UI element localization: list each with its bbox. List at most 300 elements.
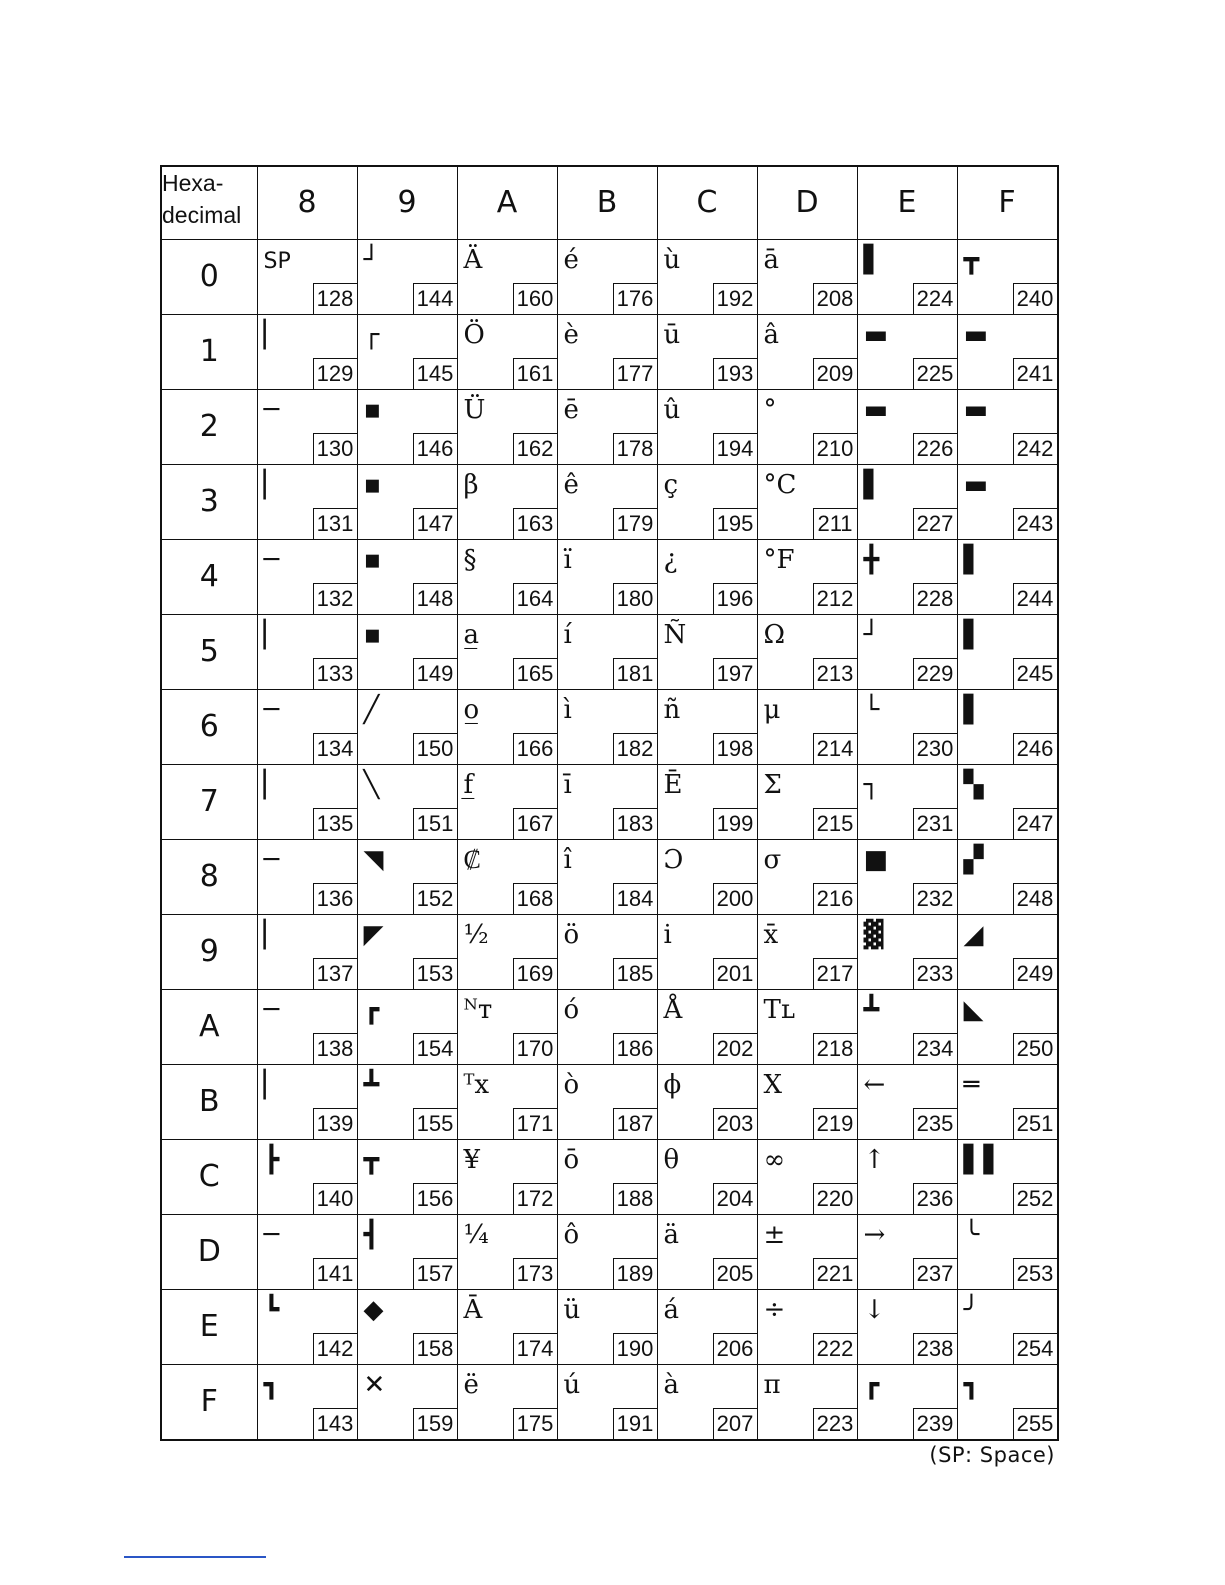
character-glyph: X: [763, 1069, 783, 1100]
decimal-code-box: 225: [913, 358, 957, 389]
character-cell: [457, 914, 557, 989]
decimal-code-box: 217: [813, 958, 857, 989]
character-glyph: o̲: [463, 694, 480, 725]
character-glyph: ū: [663, 319, 681, 350]
character-glyph: ¥: [463, 1144, 481, 1175]
character-glyph: ā: [763, 244, 780, 275]
character-cell: [557, 1289, 657, 1364]
table-row: [161, 389, 1058, 464]
character-glyph: ï: [563, 544, 572, 575]
character-glyph: ─: [263, 694, 280, 725]
character-glyph: ┘: [363, 244, 380, 275]
decimal-code-box: 128: [313, 283, 357, 314]
character-cell: [257, 314, 357, 389]
row-header: E: [161, 1289, 257, 1364]
character-glyph: ▌▌: [963, 1144, 1004, 1175]
decimal-code-box: 170: [513, 1033, 557, 1064]
character-cell: [357, 914, 457, 989]
decimal-code-box: 199: [713, 808, 757, 839]
row-header: 3: [161, 464, 257, 539]
character-cell: [957, 989, 1058, 1064]
character-cell: [457, 314, 557, 389]
table-row: [161, 764, 1058, 839]
decimal-code-box: 185: [613, 958, 657, 989]
character-glyph: Å: [663, 994, 683, 1025]
character-glyph: ñ: [663, 694, 681, 725]
decimal-code-box: 174: [513, 1333, 557, 1364]
decimal-code-box: 146: [413, 433, 457, 464]
decimal-code-box: 200: [713, 883, 757, 914]
table-row: [161, 464, 1058, 539]
underline-mark: [124, 1556, 266, 1558]
character-cell: [257, 614, 357, 689]
character-code-table: [160, 165, 1059, 1441]
character-glyph: è: [563, 319, 579, 350]
decimal-code-box: 252: [1013, 1183, 1057, 1214]
character-glyph: ▪: [363, 469, 382, 500]
character-cell: [757, 1289, 857, 1364]
character-glyph: ┻: [363, 1069, 380, 1100]
character-cell: [557, 914, 657, 989]
character-cell: [857, 1364, 957, 1440]
decimal-code-box: 189: [613, 1258, 657, 1289]
character-glyph: ▬: [963, 394, 989, 425]
character-glyph: ▌: [963, 694, 984, 725]
character-glyph: ╋: [863, 544, 880, 575]
character-glyph: ë: [463, 1369, 479, 1400]
row-header: B: [161, 1064, 257, 1139]
character-glyph: Ñ: [663, 619, 687, 650]
decimal-code-box: 181: [613, 658, 657, 689]
character-glyph: °: [763, 394, 777, 425]
row-header: 4: [161, 539, 257, 614]
character-glyph: ú: [563, 1369, 581, 1400]
character-glyph: ▪: [363, 394, 382, 425]
character-cell: [857, 839, 957, 914]
character-cell: [657, 764, 757, 839]
character-glyph: û: [663, 394, 681, 425]
character-cell: [457, 839, 557, 914]
character-glyph: ù: [663, 244, 681, 275]
character-cell: [857, 539, 957, 614]
decimal-code-box: 226: [913, 433, 957, 464]
decimal-code-box: 167: [513, 808, 557, 839]
character-cell: [257, 1139, 357, 1214]
character-glyph: SP: [263, 248, 291, 274]
decimal-code-box: 208: [813, 283, 857, 314]
decimal-code-box: 195: [713, 508, 757, 539]
decimal-code-box: 149: [413, 658, 457, 689]
character-glyph: Ä: [463, 244, 483, 275]
decimal-code-box: 218: [813, 1033, 857, 1064]
character-glyph: Ü: [463, 394, 486, 425]
decimal-code-box: 246: [1013, 733, 1057, 764]
decimal-code-box: 152: [413, 883, 457, 914]
decimal-code-box: 154: [413, 1033, 457, 1064]
decimal-code-box: 176: [613, 283, 657, 314]
table-row: [161, 1214, 1058, 1289]
row-header: 8: [161, 839, 257, 914]
character-cell: [457, 464, 557, 539]
decimal-code-box: 242: [1013, 433, 1057, 464]
character-glyph: a̲: [463, 619, 480, 650]
decimal-code-box: 220: [813, 1183, 857, 1214]
table-row: [161, 1064, 1058, 1139]
character-glyph: ◣: [963, 994, 984, 1025]
decimal-code-box: 150: [413, 733, 457, 764]
character-cell: [757, 464, 857, 539]
character-cell: [757, 314, 857, 389]
decimal-code-box: 158: [413, 1333, 457, 1364]
character-glyph: ╰: [963, 1219, 980, 1250]
character-glyph: Ɔ: [663, 844, 684, 875]
table-row: [161, 1364, 1058, 1440]
character-glyph: ó: [563, 994, 580, 1025]
character-cell: [757, 764, 857, 839]
decimal-code-box: 193: [713, 358, 757, 389]
character-glyph: x̄: [763, 919, 779, 950]
character-glyph: ↑: [863, 1144, 886, 1175]
character-glyph: ■: [863, 844, 889, 875]
character-glyph: ◆: [363, 1294, 384, 1325]
character-cell: [457, 1214, 557, 1289]
character-cell: [657, 689, 757, 764]
row-header: F: [161, 1364, 257, 1440]
character-cell: [657, 1139, 757, 1214]
table-row: [161, 839, 1058, 914]
character-cell: [257, 1289, 357, 1364]
decimal-code-box: 203: [713, 1108, 757, 1139]
decimal-code-box: 172: [513, 1183, 557, 1214]
decimal-code-box: 241: [1013, 358, 1057, 389]
character-cell: [957, 1214, 1058, 1289]
character-glyph: ┳: [963, 244, 980, 275]
character-cell: [357, 689, 457, 764]
character-cell: [557, 614, 657, 689]
table-row: [161, 614, 1058, 689]
character-cell: [657, 614, 757, 689]
character-glyph: ▪: [363, 619, 382, 650]
decimal-code-box: 169: [513, 958, 557, 989]
character-cell: [957, 539, 1058, 614]
character-glyph: ÷: [763, 1294, 786, 1325]
character-glyph: ç: [663, 469, 679, 500]
decimal-code-box: 142: [313, 1333, 357, 1364]
character-glyph: θ: [663, 1144, 680, 1175]
decimal-code-box: 134: [313, 733, 357, 764]
character-cell: [957, 389, 1058, 464]
decimal-code-box: 215: [813, 808, 857, 839]
character-cell: [257, 1364, 357, 1440]
character-cell: [557, 989, 657, 1064]
decimal-code-box: 131: [313, 508, 357, 539]
decimal-code-box: 232: [913, 883, 957, 914]
character-glyph: ┓: [963, 1369, 980, 1400]
decimal-code-box: 148: [413, 583, 457, 614]
character-cell: [457, 1289, 557, 1364]
character-cell: [957, 914, 1058, 989]
character-glyph: à: [663, 1369, 680, 1400]
character-glyph: ◢: [963, 919, 984, 950]
character-glyph: °F: [763, 544, 795, 575]
character-cell: [757, 614, 857, 689]
character-cell: [357, 1289, 457, 1364]
character-glyph: â: [763, 319, 780, 350]
character-glyph: ↓: [863, 1294, 886, 1325]
character-glyph: ┻: [863, 994, 880, 1025]
character-cell: [257, 239, 357, 314]
table-row: [161, 314, 1058, 389]
character-glyph: ¼: [463, 1219, 489, 1250]
decimal-code-box: 183: [613, 808, 657, 839]
decimal-code-box: 222: [813, 1333, 857, 1364]
character-cell: [257, 539, 357, 614]
decimal-code-box: 229: [913, 658, 957, 689]
column-header: 8: [257, 166, 357, 239]
character-cell: [757, 389, 857, 464]
decimal-code-box: 237: [913, 1258, 957, 1289]
decimal-code-box: 140: [313, 1183, 357, 1214]
character-cell: [657, 839, 757, 914]
character-cell: [757, 239, 857, 314]
decimal-code-box: 253: [1013, 1258, 1057, 1289]
character-cell: [657, 464, 757, 539]
character-cell: [357, 239, 457, 314]
character-glyph: Ē: [663, 769, 683, 800]
decimal-code-box: 171: [513, 1108, 557, 1139]
decimal-code-box: 133: [313, 658, 357, 689]
column-header: E: [857, 166, 957, 239]
decimal-code-box: 223: [813, 1408, 857, 1439]
decimal-code-box: 248: [1013, 883, 1057, 914]
decimal-code-box: 202: [713, 1033, 757, 1064]
decimal-code-box: 137: [313, 958, 357, 989]
character-cell: [457, 1064, 557, 1139]
character-cell: [557, 1064, 657, 1139]
character-glyph: ▬: [863, 319, 889, 350]
column-header: D: [757, 166, 857, 239]
footnote: (SP: Space): [929, 1443, 1055, 1467]
decimal-code-box: 190: [613, 1333, 657, 1364]
character-glyph: ╱: [363, 694, 380, 725]
table-row: [161, 989, 1058, 1064]
decimal-code-box: 236: [913, 1183, 957, 1214]
character-cell: [957, 614, 1058, 689]
character-cell: [857, 314, 957, 389]
decimal-code-box: 147: [413, 508, 457, 539]
character-glyph: ü: [563, 1294, 581, 1325]
decimal-code-box: 197: [713, 658, 757, 689]
decimal-code-box: 213: [813, 658, 857, 689]
decimal-code-box: 216: [813, 883, 857, 914]
character-glyph: ─: [263, 544, 280, 575]
character-cell: [957, 239, 1058, 314]
character-cell: [757, 989, 857, 1064]
decimal-code-box: 184: [613, 883, 657, 914]
character-glyph: ─: [263, 994, 280, 1025]
decimal-code-box: 153: [413, 958, 457, 989]
corner-label-line1: Hexa-: [162, 170, 224, 196]
table-row: [161, 539, 1058, 614]
decimal-code-box: 244: [1013, 583, 1057, 614]
character-glyph: ◤: [363, 919, 384, 950]
character-glyph: ─: [263, 394, 280, 425]
decimal-code-box: 166: [513, 733, 557, 764]
character-glyph: ▚: [963, 769, 984, 800]
character-cell: [857, 989, 957, 1064]
character-cell: [857, 614, 957, 689]
character-glyph: ▌: [963, 544, 984, 575]
character-glyph: ô: [563, 1219, 580, 1250]
character-glyph: ä: [663, 1219, 680, 1250]
character-cell: [857, 689, 957, 764]
character-glyph: ┏: [363, 994, 380, 1025]
character-glyph: ┏: [863, 1369, 880, 1400]
table-body: [161, 239, 1058, 1440]
row-header: 2: [161, 389, 257, 464]
character-cell: [957, 764, 1058, 839]
character-glyph: ▪: [363, 544, 382, 575]
character-glyph: é: [563, 244, 579, 275]
character-cell: [457, 989, 557, 1064]
character-cell: [857, 239, 957, 314]
decimal-code-box: 160: [513, 283, 557, 314]
character-glyph: §: [463, 544, 477, 575]
character-cell: [257, 764, 357, 839]
character-glyph: ¿: [663, 544, 678, 575]
character-glyph: ½: [463, 919, 489, 950]
decimal-code-box: 164: [513, 583, 557, 614]
row-header: 7: [161, 764, 257, 839]
character-cell: [457, 389, 557, 464]
character-cell: [757, 1214, 857, 1289]
character-cell: [757, 914, 857, 989]
character-glyph: ▏: [263, 1069, 284, 1100]
decimal-code-box: 144: [413, 283, 457, 314]
decimal-code-box: 250: [1013, 1033, 1057, 1064]
character-glyph: ─: [263, 1219, 280, 1250]
decimal-code-box: 228: [913, 583, 957, 614]
character-glyph: ▬: [863, 394, 889, 425]
character-cell: [857, 1214, 957, 1289]
decimal-code-box: 180: [613, 583, 657, 614]
decimal-code-box: 165: [513, 658, 557, 689]
decimal-code-box: 205: [713, 1258, 757, 1289]
decimal-code-box: 151: [413, 808, 457, 839]
decimal-code-box: 235: [913, 1108, 957, 1139]
character-glyph: ▏: [263, 469, 284, 500]
character-glyph: ±: [763, 1219, 786, 1250]
character-cell: [957, 314, 1058, 389]
character-cell: [257, 1064, 357, 1139]
decimal-code-box: 157: [413, 1258, 457, 1289]
character-cell: [857, 1289, 957, 1364]
decimal-code-box: 129: [313, 358, 357, 389]
character-glyph: →: [863, 1219, 886, 1250]
character-cell: [657, 1214, 757, 1289]
character-cell: [757, 539, 857, 614]
character-cell: [657, 1064, 757, 1139]
character-glyph: ϕ: [663, 1069, 682, 1100]
character-glyph: ┗: [263, 1294, 280, 1325]
character-cell: [657, 314, 757, 389]
character-glyph: ▏: [263, 319, 284, 350]
decimal-code-box: 196: [713, 583, 757, 614]
decimal-code-box: 231: [913, 808, 957, 839]
character-cell: [757, 839, 857, 914]
character-cell: [357, 1364, 457, 1440]
character-cell: [657, 539, 757, 614]
column-header: 9: [357, 166, 457, 239]
character-cell: [457, 1139, 557, 1214]
decimal-code-box: 178: [613, 433, 657, 464]
character-cell: [257, 464, 357, 539]
character-cell: [257, 389, 357, 464]
decimal-code-box: 214: [813, 733, 857, 764]
row-header: A: [161, 989, 257, 1064]
character-glyph: ∞: [763, 1144, 786, 1175]
character-cell: [557, 839, 657, 914]
decimal-code-box: 177: [613, 358, 657, 389]
column-header: F: [957, 166, 1058, 239]
decimal-code-box: 155: [413, 1108, 457, 1139]
character-cell: [657, 1364, 757, 1440]
character-glyph: ▬: [963, 469, 989, 500]
decimal-code-box: 141: [313, 1258, 357, 1289]
character-cell: [357, 389, 457, 464]
character-cell: [257, 989, 357, 1064]
character-cell: [957, 464, 1058, 539]
character-glyph: ┣: [263, 1144, 280, 1175]
character-glyph: Σ: [763, 769, 782, 800]
decimal-code-box: 247: [1013, 808, 1057, 839]
decimal-code-box: 143: [313, 1408, 357, 1439]
decimal-code-box: 145: [413, 358, 457, 389]
decimal-code-box: 161: [513, 358, 557, 389]
character-cell: [557, 464, 657, 539]
decimal-code-box: 206: [713, 1333, 757, 1364]
row-header: 6: [161, 689, 257, 764]
decimal-code-box: 198: [713, 733, 757, 764]
decimal-code-box: 238: [913, 1333, 957, 1364]
character-cell: [457, 764, 557, 839]
character-glyph: ┐: [863, 769, 880, 800]
character-glyph: f̲: [463, 769, 474, 800]
character-glyph: ▌: [863, 244, 884, 275]
decimal-code-box: 201: [713, 958, 757, 989]
character-glyph: á: [663, 1294, 680, 1325]
character-cell: [557, 764, 657, 839]
decimal-code-box: 179: [613, 508, 657, 539]
decimal-code-box: 219: [813, 1108, 857, 1139]
character-cell: [957, 689, 1058, 764]
character-cell: [357, 1064, 457, 1139]
character-cell: [357, 464, 457, 539]
table-row: [161, 239, 1058, 314]
decimal-code-box: 243: [1013, 508, 1057, 539]
character-glyph: β: [463, 469, 479, 500]
table-row: [161, 1289, 1058, 1364]
character-cell: [357, 614, 457, 689]
decimal-code-box: 162: [513, 433, 557, 464]
character-cell: [557, 1214, 657, 1289]
character-cell: [957, 1139, 1058, 1214]
decimal-code-box: 234: [913, 1033, 957, 1064]
character-cell: [857, 1139, 957, 1214]
character-glyph: ←: [863, 1069, 886, 1100]
decimal-code-box: 212: [813, 583, 857, 614]
character-cell: [257, 1214, 357, 1289]
